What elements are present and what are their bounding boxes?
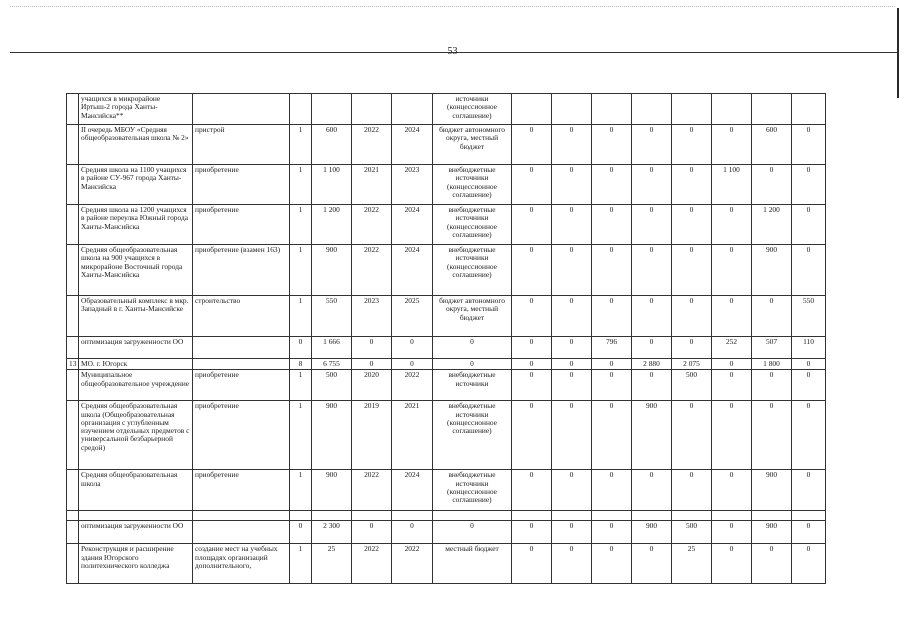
year-value-cell: 0 <box>552 125 592 165</box>
year-value-cell: 0 <box>792 205 826 245</box>
funding-source-cell: 0 <box>433 521 512 544</box>
row-number-cell <box>67 125 79 165</box>
end-year-cell: 0 <box>392 337 433 359</box>
row-number-cell <box>67 370 79 401</box>
year-value-cell: 0 <box>632 544 672 584</box>
year-value-cell: 0 <box>592 359 632 370</box>
row-number-cell <box>67 511 79 521</box>
funding-source-cell: внебюджетные источники (концессионное соглашение) <box>433 205 512 245</box>
end-year-cell <box>392 94 433 125</box>
table-row <box>67 359 826 370</box>
funding-source-cell: бюджет автономного округа, местный бюджет <box>433 296 512 337</box>
count-cell: 1 <box>290 370 312 401</box>
year-value-cell: 1 800 <box>752 359 792 370</box>
year-value-cell: 0 <box>792 401 826 470</box>
funding-source-cell: внебюджетные источники (концессионное соглашение) <box>433 470 512 511</box>
row-number-cell <box>67 245 79 296</box>
end-year-cell: 2023 <box>392 165 433 205</box>
year-value-cell: 0 <box>712 470 752 511</box>
year-value-cell: 0 <box>792 470 826 511</box>
year-value-cell: 110 <box>792 337 826 359</box>
year-value-cell: 0 <box>592 296 632 337</box>
year-value-cell <box>752 511 792 521</box>
work-type-cell: пристрой <box>193 125 290 165</box>
year-value-cell: 900 <box>752 470 792 511</box>
funding-source-cell: местный бюджет <box>433 544 512 584</box>
capacity-cell: 600 <box>312 125 352 165</box>
table-row <box>67 401 826 470</box>
year-value-cell: 0 <box>712 205 752 245</box>
work-type-cell: приобретение (взамен 163) <box>193 245 290 296</box>
object-name-cell: Средняя общеобразовательная школа (Общеобразовательная организация с углубленным изучением отдельных предметов с универсальной безбарьерной средой) <box>79 401 193 470</box>
year-value-cell: 0 <box>592 470 632 511</box>
start-year-cell: 2022 <box>352 245 392 296</box>
start-year-cell: 0 <box>352 337 392 359</box>
year-value-cell: 0 <box>552 205 592 245</box>
table-row <box>67 521 826 544</box>
funding-source-cell: внебюджетные источники (концессионное соглашение) <box>433 245 512 296</box>
end-year-cell: 2024 <box>392 470 433 511</box>
year-value-cell: 0 <box>792 125 826 165</box>
table-row <box>67 296 826 337</box>
table-row <box>67 165 826 205</box>
year-value-cell: 0 <box>592 205 632 245</box>
capacity-cell: 1 666 <box>312 337 352 359</box>
end-year-cell <box>392 511 433 521</box>
object-name-cell: Средняя школа на 1100 учащихся в районе СУ-967 города Ханты-Мансийска <box>79 165 193 205</box>
year-value-cell: 0 <box>712 245 752 296</box>
year-value-cell: 900 <box>632 521 672 544</box>
capacity-cell: 550 <box>312 296 352 337</box>
funding-source-cell: внебюджетные источники <box>433 370 512 401</box>
count-cell: 1 <box>290 165 312 205</box>
row-number-cell <box>67 544 79 584</box>
capacity-cell: 900 <box>312 470 352 511</box>
year-value-cell <box>592 511 632 521</box>
data-table <box>66 93 826 584</box>
start-year-cell: 2022 <box>352 125 392 165</box>
year-value-cell <box>512 94 552 125</box>
table-row <box>67 125 826 165</box>
year-value-cell: 0 <box>752 370 792 401</box>
table-row <box>67 205 826 245</box>
year-value-cell: 1 100 <box>712 165 752 205</box>
start-year-cell: 0 <box>352 359 392 370</box>
capacity-cell: 900 <box>312 245 352 296</box>
year-value-cell: 0 <box>792 245 826 296</box>
year-value-cell: 2 880 <box>632 359 672 370</box>
year-value-cell <box>632 94 672 125</box>
year-value-cell: 0 <box>712 359 752 370</box>
year-value-cell <box>592 94 632 125</box>
year-value-cell: 0 <box>712 401 752 470</box>
end-year-cell: 2022 <box>392 370 433 401</box>
year-value-cell: 0 <box>752 401 792 470</box>
count-cell: 1 <box>290 245 312 296</box>
work-type-cell: строительство <box>193 296 290 337</box>
year-value-cell: 0 <box>512 337 552 359</box>
year-value-cell: 0 <box>552 245 592 296</box>
end-year-cell: 2024 <box>392 245 433 296</box>
table-row <box>67 245 826 296</box>
year-value-cell: 0 <box>512 296 552 337</box>
start-year-cell: 2022 <box>352 544 392 584</box>
year-value-cell <box>672 511 712 521</box>
work-type-cell <box>193 511 290 521</box>
funding-source-cell: внебюджетные источники (концессионное соглашение) <box>433 165 512 205</box>
count-cell: 0 <box>290 337 312 359</box>
row-number-cell <box>67 401 79 470</box>
page-number: 53 <box>447 46 458 57</box>
year-value-cell: 0 <box>672 245 712 296</box>
year-value-cell: 25 <box>672 544 712 584</box>
year-value-cell: 0 <box>672 337 712 359</box>
work-type-cell <box>193 337 290 359</box>
year-value-cell: 0 <box>792 165 826 205</box>
funding-source-cell: источники (концессионное соглашение) <box>433 94 512 125</box>
row-number-cell <box>67 470 79 511</box>
year-value-cell: 0 <box>632 165 672 205</box>
count-cell: 1 <box>290 401 312 470</box>
end-year-cell: 2021 <box>392 401 433 470</box>
year-value-cell <box>512 511 552 521</box>
funding-source-cell: 0 <box>433 359 512 370</box>
year-value-cell: 0 <box>552 296 592 337</box>
year-value-cell: 600 <box>752 125 792 165</box>
object-name-cell: оптимизация загруженности ОО <box>79 337 193 359</box>
year-value-cell: 0 <box>552 544 592 584</box>
year-value-cell: 796 <box>592 337 632 359</box>
end-year-cell: 2022 <box>392 544 433 584</box>
row-number-cell <box>67 521 79 544</box>
year-value-cell: 0 <box>712 544 752 584</box>
year-value-cell: 500 <box>672 370 712 401</box>
year-value-cell <box>752 94 792 125</box>
year-value-cell: 0 <box>512 125 552 165</box>
row-number-cell <box>67 205 79 245</box>
capacity-cell: 900 <box>312 401 352 470</box>
start-year-cell <box>352 94 392 125</box>
row-number-cell <box>67 94 79 125</box>
year-value-cell: 1 200 <box>752 205 792 245</box>
capacity-cell: 25 <box>312 544 352 584</box>
year-value-cell: 0 <box>512 521 552 544</box>
count-cell: 1 <box>290 470 312 511</box>
count-cell: 1 <box>290 125 312 165</box>
year-value-cell: 0 <box>632 205 672 245</box>
start-year-cell: 2019 <box>352 401 392 470</box>
end-year-cell: 2025 <box>392 296 433 337</box>
year-value-cell: 0 <box>712 125 752 165</box>
year-value-cell: 0 <box>512 245 552 296</box>
year-value-cell: 0 <box>552 470 592 511</box>
start-year-cell: 2021 <box>352 165 392 205</box>
year-value-cell: 0 <box>752 165 792 205</box>
end-year-cell: 2024 <box>392 125 433 165</box>
year-value-cell: 0 <box>512 359 552 370</box>
year-value-cell: 550 <box>792 296 826 337</box>
year-value-cell <box>712 94 752 125</box>
year-value-cell: 0 <box>552 370 592 401</box>
count-cell: 8 <box>290 359 312 370</box>
year-value-cell <box>712 511 752 521</box>
year-value-cell: 507 <box>752 337 792 359</box>
table-row <box>67 370 826 401</box>
work-type-cell <box>193 94 290 125</box>
count-cell <box>290 511 312 521</box>
year-value-cell: 0 <box>792 544 826 584</box>
row-number-cell <box>67 296 79 337</box>
year-value-cell: 0 <box>672 296 712 337</box>
start-year-cell: 2022 <box>352 205 392 245</box>
row-number-cell <box>67 165 79 205</box>
work-type-cell: приобретение <box>193 165 290 205</box>
end-year-cell: 2024 <box>392 205 433 245</box>
start-year-cell: 2022 <box>352 470 392 511</box>
year-value-cell: 0 <box>672 165 712 205</box>
capacity-cell <box>312 94 352 125</box>
start-year-cell: 0 <box>352 521 392 544</box>
object-name-cell <box>79 511 193 521</box>
year-value-cell: 0 <box>552 521 592 544</box>
year-value-cell: 0 <box>592 245 632 296</box>
year-value-cell <box>792 94 826 125</box>
count-cell: 1 <box>290 205 312 245</box>
count-cell: 0 <box>290 521 312 544</box>
year-value-cell: 900 <box>752 521 792 544</box>
object-name-cell: МО. г. Югорск <box>79 359 193 370</box>
year-value-cell: 0 <box>632 245 672 296</box>
year-value-cell: 900 <box>752 245 792 296</box>
object-name-cell: II очередь МБОУ «Средняя общеобразовательная школа № 2» <box>79 125 193 165</box>
count-cell: 1 <box>290 296 312 337</box>
table-row <box>67 470 826 511</box>
year-value-cell: 0 <box>672 401 712 470</box>
year-value-cell: 0 <box>792 359 826 370</box>
year-value-cell: 0 <box>712 296 752 337</box>
start-year-cell: 2020 <box>352 370 392 401</box>
year-value-cell <box>552 94 592 125</box>
funding-source-cell: 0 <box>433 337 512 359</box>
year-value-cell: 2 075 <box>672 359 712 370</box>
object-name-cell: Реконструкция и расширение здания Югорского политехнического колледжа <box>79 544 193 584</box>
object-name-cell: Средняя общеобразовательная школа <box>79 470 193 511</box>
work-type-cell: приобретение <box>193 470 290 511</box>
capacity-cell: 2 300 <box>312 521 352 544</box>
scan-border-top <box>10 6 895 15</box>
object-name-cell: Муниципальное общеобразовательное учреждение <box>79 370 193 401</box>
year-value-cell <box>672 94 712 125</box>
year-value-cell <box>792 511 826 521</box>
year-value-cell: 0 <box>752 296 792 337</box>
year-value-cell: 0 <box>512 205 552 245</box>
table-row <box>67 94 826 125</box>
row-number-cell <box>67 337 79 359</box>
funding-source-cell: бюджет автономного округа, местный бюджет <box>433 125 512 165</box>
year-value-cell: 0 <box>512 165 552 205</box>
work-type-cell <box>193 521 290 544</box>
year-value-cell: 0 <box>632 470 672 511</box>
year-value-cell: 0 <box>712 370 752 401</box>
capacity-cell <box>312 511 352 521</box>
year-value-cell <box>632 511 672 521</box>
year-value-cell: 0 <box>632 337 672 359</box>
year-value-cell: 0 <box>512 470 552 511</box>
year-value-cell: 0 <box>552 401 592 470</box>
count-cell: 1 <box>290 544 312 584</box>
object-name-cell: учащихся в микрорайоне Иртыш-2 города Ханты-Мансийска** <box>79 94 193 125</box>
table-row <box>67 544 826 584</box>
end-year-cell: 0 <box>392 521 433 544</box>
object-name-cell: оптимизация загруженности ОО <box>79 521 193 544</box>
year-value-cell: 0 <box>752 544 792 584</box>
year-value-cell: 0 <box>672 470 712 511</box>
year-value-cell: 0 <box>632 370 672 401</box>
year-value-cell: 0 <box>512 370 552 401</box>
year-value-cell: 0 <box>592 125 632 165</box>
table-row <box>67 511 826 521</box>
year-value-cell: 0 <box>512 401 552 470</box>
year-value-cell: 0 <box>592 401 632 470</box>
object-name-cell: Средняя общеобразовательная школа на 900 учащихся в микрорайоне Восточный города Ханты-Мансийска <box>79 245 193 296</box>
year-value-cell: 0 <box>552 337 592 359</box>
year-value-cell: 252 <box>712 337 752 359</box>
capacity-cell: 1 200 <box>312 205 352 245</box>
start-year-cell <box>352 511 392 521</box>
year-value-cell: 0 <box>512 544 552 584</box>
year-value-cell: 900 <box>632 401 672 470</box>
year-value-cell: 0 <box>792 521 826 544</box>
year-value-cell: 0 <box>672 205 712 245</box>
row-number-cell: 13 <box>67 359 79 370</box>
year-value-cell: 0 <box>552 359 592 370</box>
start-year-cell: 2023 <box>352 296 392 337</box>
count-cell <box>290 94 312 125</box>
year-value-cell: 0 <box>552 165 592 205</box>
object-name-cell: Образовательный комплекс в мкр. Западный в г. Ханты-Мансийске <box>79 296 193 337</box>
end-year-cell: 0 <box>392 359 433 370</box>
year-value-cell: 0 <box>592 521 632 544</box>
year-value-cell: 0 <box>712 521 752 544</box>
capacity-cell: 500 <box>312 370 352 401</box>
year-value-cell: 0 <box>632 125 672 165</box>
year-value-cell: 0 <box>592 370 632 401</box>
year-value-cell: 0 <box>672 125 712 165</box>
year-value-cell <box>552 511 592 521</box>
capacity-cell: 6 755 <box>312 359 352 370</box>
year-value-cell: 500 <box>672 521 712 544</box>
work-type-cell: создание мест на учебных площадях организаций дополнительного, <box>193 544 290 584</box>
funding-source-cell <box>433 511 512 521</box>
funding-source-cell: внебюджетные источники (концессионное соглашение) <box>433 401 512 470</box>
work-type-cell: приобретение <box>193 370 290 401</box>
year-value-cell: 0 <box>592 544 632 584</box>
work-type-cell <box>193 359 290 370</box>
table-row <box>67 337 826 359</box>
work-type-cell: приобретение <box>193 205 290 245</box>
year-value-cell: 0 <box>792 370 826 401</box>
work-type-cell: приобретение <box>193 401 290 470</box>
object-name-cell: Средняя школа на 1200 учащихся в районе переулка Южный города Ханты-Мансийска <box>79 205 193 245</box>
year-value-cell: 0 <box>632 296 672 337</box>
year-value-cell: 0 <box>592 165 632 205</box>
capacity-cell: 1 100 <box>312 165 352 205</box>
header-rule <box>10 52 899 53</box>
